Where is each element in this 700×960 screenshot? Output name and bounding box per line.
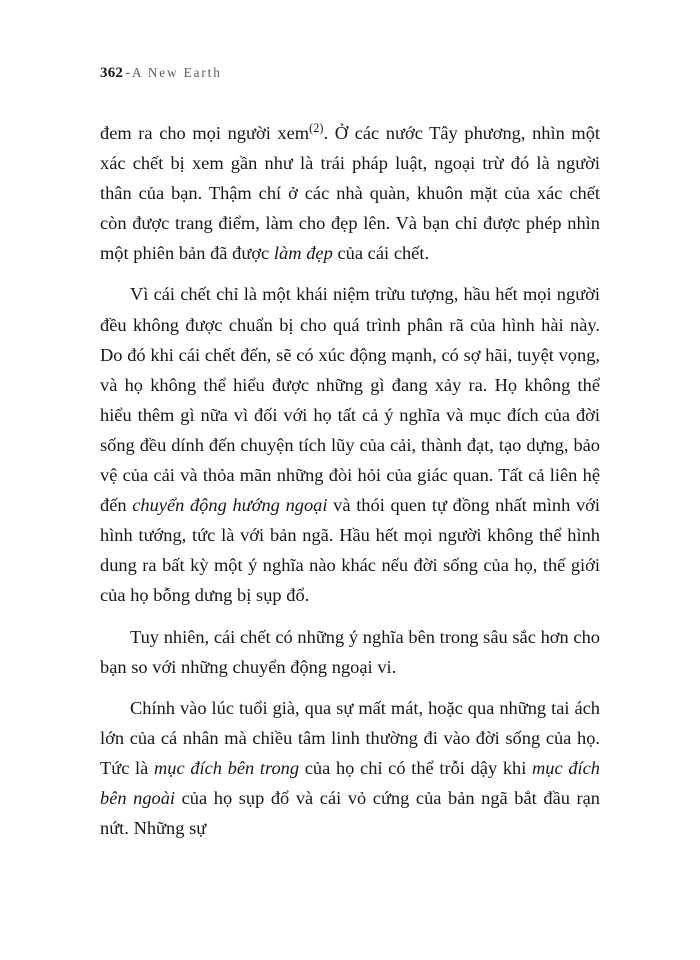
body-text-block bbox=[100, 118, 600, 843]
text-run: Vì cái chết chỉ là một khái niệm trừu tượng, hầu hết mọi người đều không được chuẩn bị cho quá trình phân rã của hình hài này. Do đó khi cái chết đến, sẽ có xúc động mạnh, có sợ hãi, tuyệt vọng, và họ không thể hiểu được những gì đang xảy ra. Họ không thể hiểu thêm gì nữa vì đối với họ tất cả ý nghĩa và mục đích của đời sống đều dính đến chuyện tích lũy của cải, thành đạt, tạo dựng, bảo vệ của cải và thỏa mãn những đòi hỏi của giác quan. Tất cả liên hệ đến bbox=[100, 284, 600, 516]
paragraph bbox=[100, 693, 600, 843]
page-number: 362 bbox=[100, 65, 124, 81]
emphasis-text: chuyển động hướng ngoại bbox=[132, 495, 328, 516]
emphasis-text: mục đích bên trong bbox=[154, 757, 300, 778]
emphasis-text: làm đẹp bbox=[273, 243, 333, 264]
text-run: . Ở các nước Tây phương, nhìn một xác chết bị xem gần như là trái pháp luật, ngoại trừ đó là người thân của bạn. Thậm chí ở các nhà quàn, khuôn mặt của xác chết còn được trang điểm, làm cho đẹp lên. Và bạn chỉ được phép nhìn một phiên bản đã được bbox=[100, 123, 600, 264]
paragraph bbox=[100, 622, 600, 682]
text-run: của cái chết. bbox=[332, 243, 430, 264]
running-head-separator: - bbox=[125, 65, 130, 81]
book-title: A New Earth bbox=[131, 65, 222, 80]
text-run: đem ra cho mọi người xem bbox=[100, 123, 310, 143]
running-head bbox=[100, 64, 222, 82]
text-run: Chính vào lúc tuổi già, qua sự mất mát, hoặc qua những tai ách lớn của cá nhân mà chiều tâm linh thường đi vào đời sống của họ. Tức là bbox=[100, 697, 600, 778]
text-run: của họ chỉ có thể trỗi dậy khi bbox=[299, 757, 533, 778]
text-run: Tuy nhiên, cái chết có những ý nghĩa bên trong sâu sắc hơn cho bạn so với những chuyển động ngoại vi. bbox=[100, 626, 600, 677]
footnote-marker: (2) bbox=[309, 120, 324, 135]
text-run: của họ sụp đổ và cái vỏ cứng của bản ngã bắt đầu rạn nứt. Những sự bbox=[100, 787, 600, 839]
text-run: và thói quen tự đồng nhất mình với hình tướng, tức là với bản ngã. Hầu hết mọi người không thể hình dung ra bất kỳ một ý nghĩa nào khác nếu đời sống của họ, thế giới của họ bỗng dưng bị sụp đổ. bbox=[100, 495, 600, 606]
paragraph bbox=[100, 118, 600, 268]
paragraph bbox=[100, 279, 600, 610]
emphasis-text: mục đích bên ngoài bbox=[100, 757, 600, 808]
